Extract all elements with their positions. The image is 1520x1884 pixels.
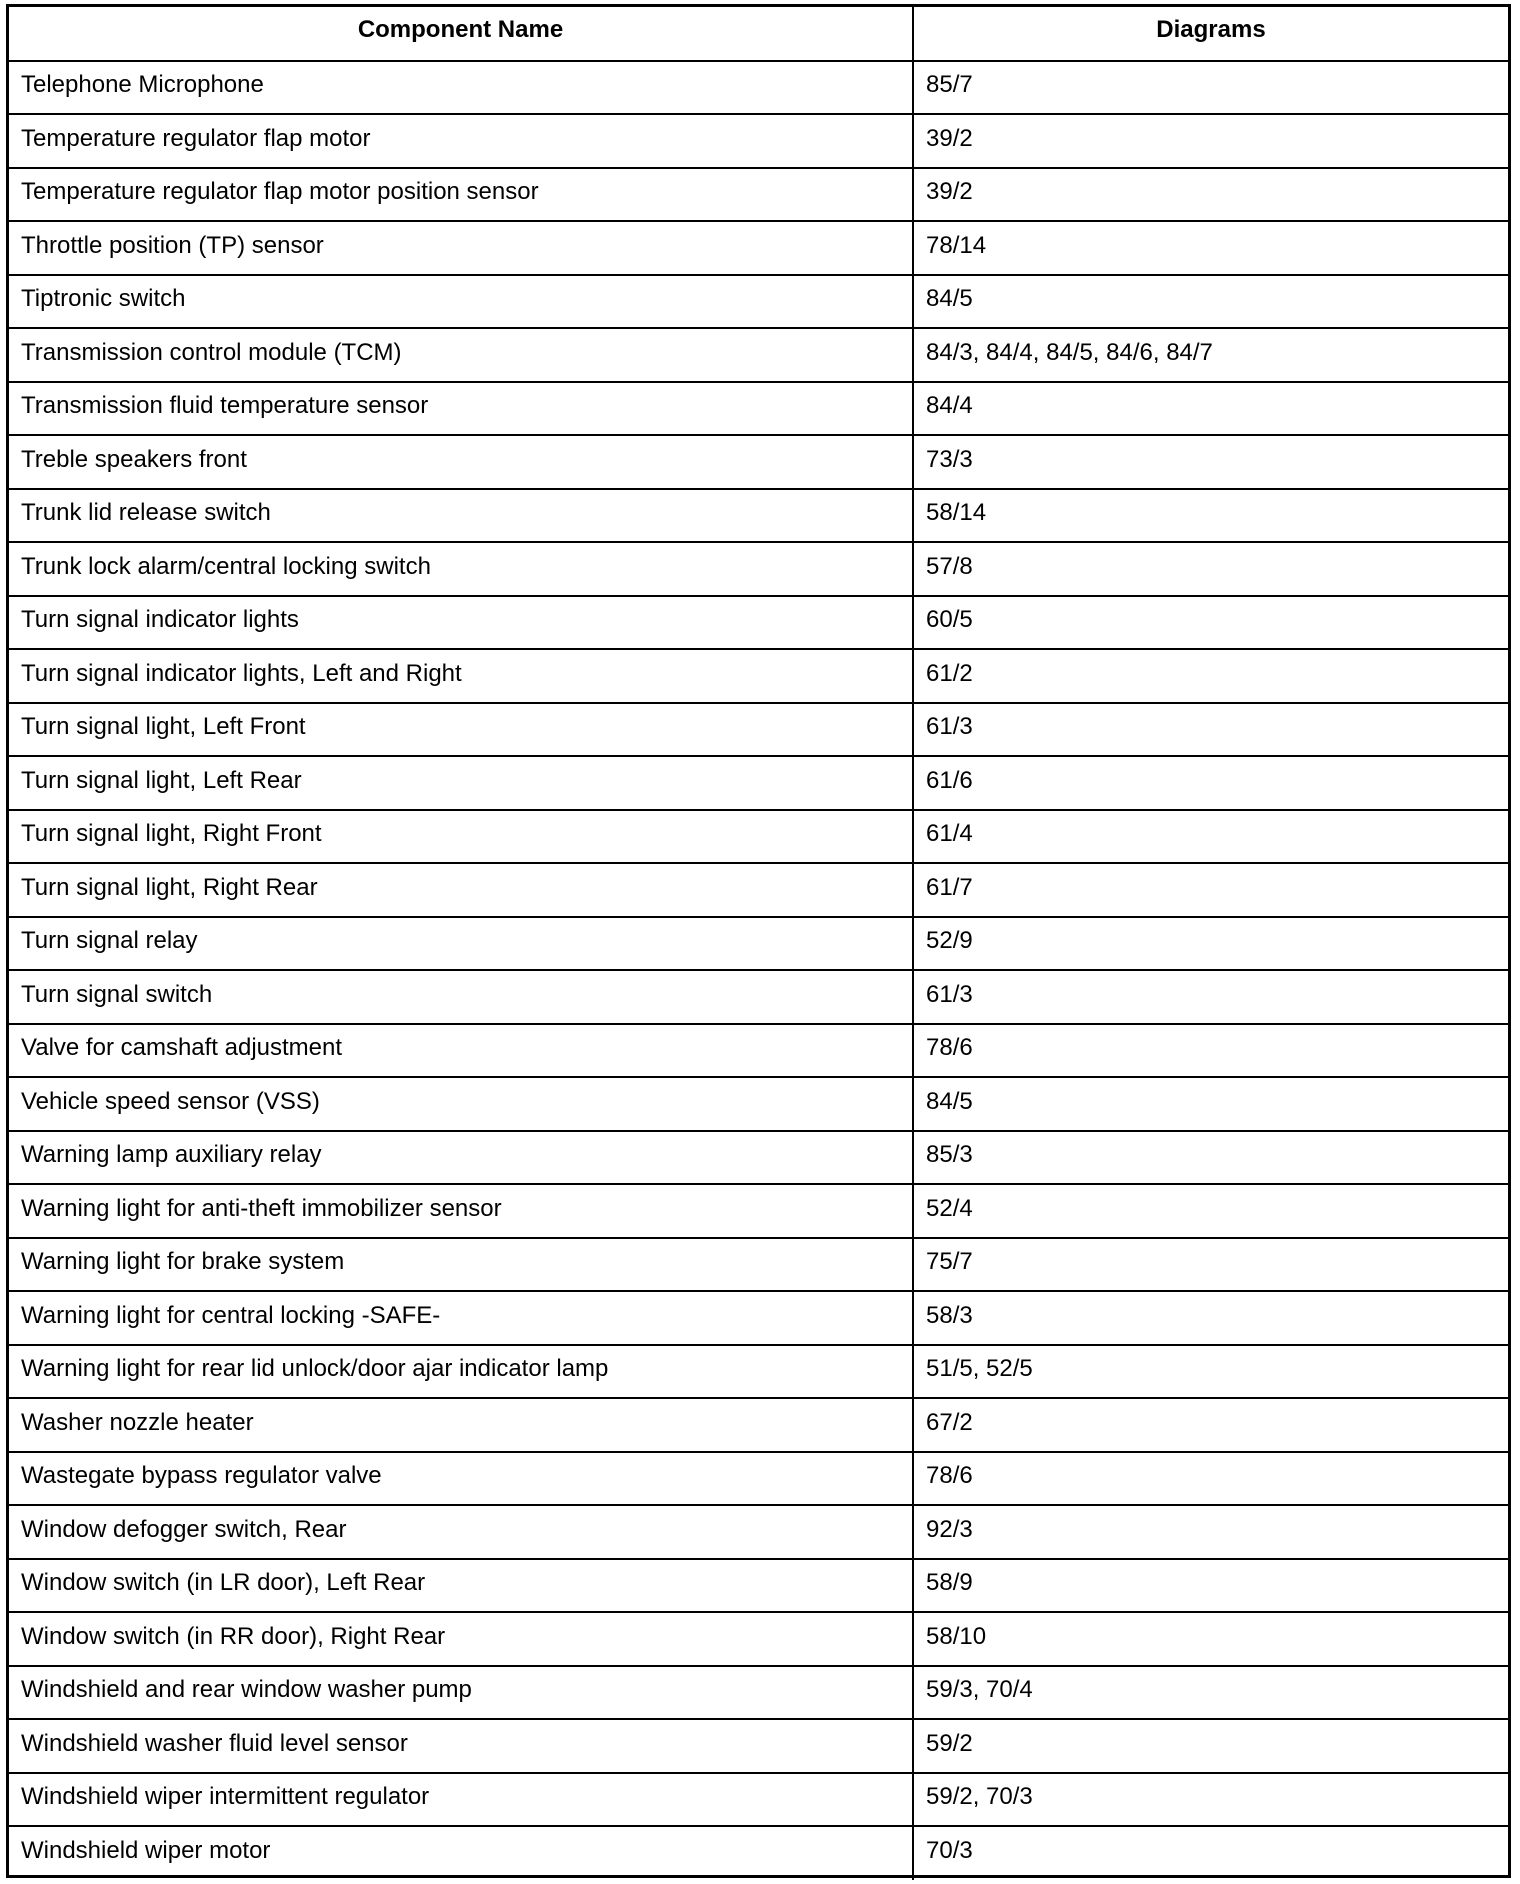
component-name-cell: Telephone Microphone: [9, 61, 913, 115]
component-name-cell: Wastegate bypass regulator valve: [9, 1452, 913, 1506]
diagrams-cell: 75/7: [913, 1238, 1508, 1292]
table-row: [9, 489, 1508, 543]
component-name-cell: Warning lamp auxiliary relay: [9, 1131, 913, 1185]
table-row: [9, 1773, 1508, 1827]
diagrams-cell: 84/4: [913, 382, 1508, 436]
table-row: [9, 970, 1508, 1024]
component-name-cell: Warning light for central locking -SAFE-: [9, 1291, 913, 1345]
diagrams-cell: 58/14: [913, 489, 1508, 543]
component-name-cell: Warning light for rear lid unlock/door ajar indicator lamp: [9, 1345, 913, 1399]
table-row: [9, 1559, 1508, 1613]
component-name-cell: Washer nozzle heater: [9, 1398, 913, 1452]
component-name-cell: Turn signal light, Left Front: [9, 703, 913, 757]
table-row: [9, 596, 1508, 650]
table-row: [9, 1024, 1508, 1078]
table-row: [9, 1131, 1508, 1185]
diagrams-cell: 61/2: [913, 649, 1508, 703]
component-name-cell: Temperature regulator flap motor: [9, 114, 913, 168]
component-name-cell: Windshield washer fluid level sensor: [9, 1719, 913, 1773]
component-name-cell: Treble speakers front: [9, 435, 913, 489]
diagrams-cell: 84/3, 84/4, 84/5, 84/6, 84/7: [913, 328, 1508, 382]
diagrams-cell: 67/2: [913, 1398, 1508, 1452]
table-row: [9, 1184, 1508, 1238]
component-name-cell: Windshield wiper intermittent regulator: [9, 1773, 913, 1827]
diagrams-cell: 61/4: [913, 810, 1508, 864]
table-row: [9, 1719, 1508, 1773]
diagrams-cell: 92/3: [913, 1505, 1508, 1559]
component-name-cell: Window switch (in LR door), Left Rear: [9, 1559, 913, 1613]
header-component-name: Component Name: [9, 7, 913, 61]
diagrams-cell: 78/6: [913, 1452, 1508, 1506]
component-name-cell: Valve for camshaft adjustment: [9, 1024, 913, 1078]
component-name-cell: Turn signal relay: [9, 917, 913, 971]
diagrams-cell: 58/10: [913, 1612, 1508, 1666]
component-name-cell: Turn signal light, Right Front: [9, 810, 913, 864]
table-row: [9, 168, 1508, 222]
diagrams-cell: 61/3: [913, 970, 1508, 1024]
diagrams-cell: 61/6: [913, 756, 1508, 810]
table-row: [9, 1612, 1508, 1666]
diagrams-cell: 85/7: [913, 61, 1508, 115]
component-name-cell: Warning light for anti-theft immobilizer sensor: [9, 1184, 913, 1238]
component-name-cell: Trunk lid release switch: [9, 489, 913, 543]
component-name-cell: Warning light for brake system: [9, 1238, 913, 1292]
component-name-cell: Windshield wiper motor: [9, 1826, 913, 1880]
header-diagrams: Diagrams: [913, 7, 1508, 61]
diagrams-cell: 85/3: [913, 1131, 1508, 1185]
table-row: [9, 863, 1508, 917]
diagrams-cell: 39/2: [913, 168, 1508, 222]
diagrams-cell: 78/14: [913, 221, 1508, 275]
diagrams-cell: 61/7: [913, 863, 1508, 917]
table-row: [9, 435, 1508, 489]
header-row: [9, 7, 1508, 61]
diagrams-cell: 51/5, 52/5: [913, 1345, 1508, 1399]
table-row: [9, 1666, 1508, 1720]
table-row: [9, 1826, 1508, 1880]
component-name-cell: Transmission control module (TCM): [9, 328, 913, 382]
component-name-cell: Temperature regulator flap motor position sensor: [9, 168, 913, 222]
diagrams-cell: 58/9: [913, 1559, 1508, 1613]
diagrams-cell: 73/3: [913, 435, 1508, 489]
diagrams-cell: 58/3: [913, 1291, 1508, 1345]
diagrams-cell: 70/3: [913, 1826, 1508, 1880]
component-name-cell: Throttle position (TP) sensor: [9, 221, 913, 275]
table-row: [9, 917, 1508, 971]
diagrams-cell: 59/3, 70/4: [913, 1666, 1508, 1720]
diagrams-cell: 84/5: [913, 1077, 1508, 1131]
component-name-cell: Window defogger switch, Rear: [9, 1505, 913, 1559]
table-row: [9, 382, 1508, 436]
diagrams-cell: 61/3: [913, 703, 1508, 757]
table-row: [9, 1077, 1508, 1131]
table-row: [9, 275, 1508, 329]
component-name-cell: Turn signal light, Right Rear: [9, 863, 913, 917]
diagrams-cell: 39/2: [913, 114, 1508, 168]
diagrams-cell: 84/5: [913, 275, 1508, 329]
component-name-cell: Vehicle speed sensor (VSS): [9, 1077, 913, 1131]
diagrams-cell: 59/2, 70/3: [913, 1773, 1508, 1827]
table-row: [9, 542, 1508, 596]
table-row: [9, 1238, 1508, 1292]
component-name-cell: Trunk lock alarm/central locking switch: [9, 542, 913, 596]
diagrams-cell: 52/4: [913, 1184, 1508, 1238]
table-row: [9, 114, 1508, 168]
table-row: [9, 756, 1508, 810]
component-name-cell: Turn signal light, Left Rear: [9, 756, 913, 810]
table-row: [9, 1398, 1508, 1452]
component-name-cell: Turn signal indicator lights, Left and Right: [9, 649, 913, 703]
table-row: [9, 1505, 1508, 1559]
diagrams-cell: 60/5: [913, 596, 1508, 650]
component-diagram-table: [6, 4, 1511, 1878]
component-name-cell: Window switch (in RR door), Right Rear: [9, 1612, 913, 1666]
table-body: [9, 61, 1508, 1880]
table-row: [9, 328, 1508, 382]
table-header: [9, 7, 1508, 61]
table-row: [9, 649, 1508, 703]
table-row: [9, 221, 1508, 275]
table-row: [9, 61, 1508, 115]
table-row: [9, 810, 1508, 864]
diagrams-cell: 52/9: [913, 917, 1508, 971]
table-row: [9, 1291, 1508, 1345]
component-table: [9, 7, 1508, 1880]
table-row: [9, 703, 1508, 757]
diagrams-cell: 59/2: [913, 1719, 1508, 1773]
component-name-cell: Tiptronic switch: [9, 275, 913, 329]
table-row: [9, 1345, 1508, 1399]
component-name-cell: Windshield and rear window washer pump: [9, 1666, 913, 1720]
component-name-cell: Transmission fluid temperature sensor: [9, 382, 913, 436]
diagrams-cell: 57/8: [913, 542, 1508, 596]
component-name-cell: Turn signal switch: [9, 970, 913, 1024]
diagrams-cell: 78/6: [913, 1024, 1508, 1078]
component-name-cell: Turn signal indicator lights: [9, 596, 913, 650]
table-row: [9, 1452, 1508, 1506]
